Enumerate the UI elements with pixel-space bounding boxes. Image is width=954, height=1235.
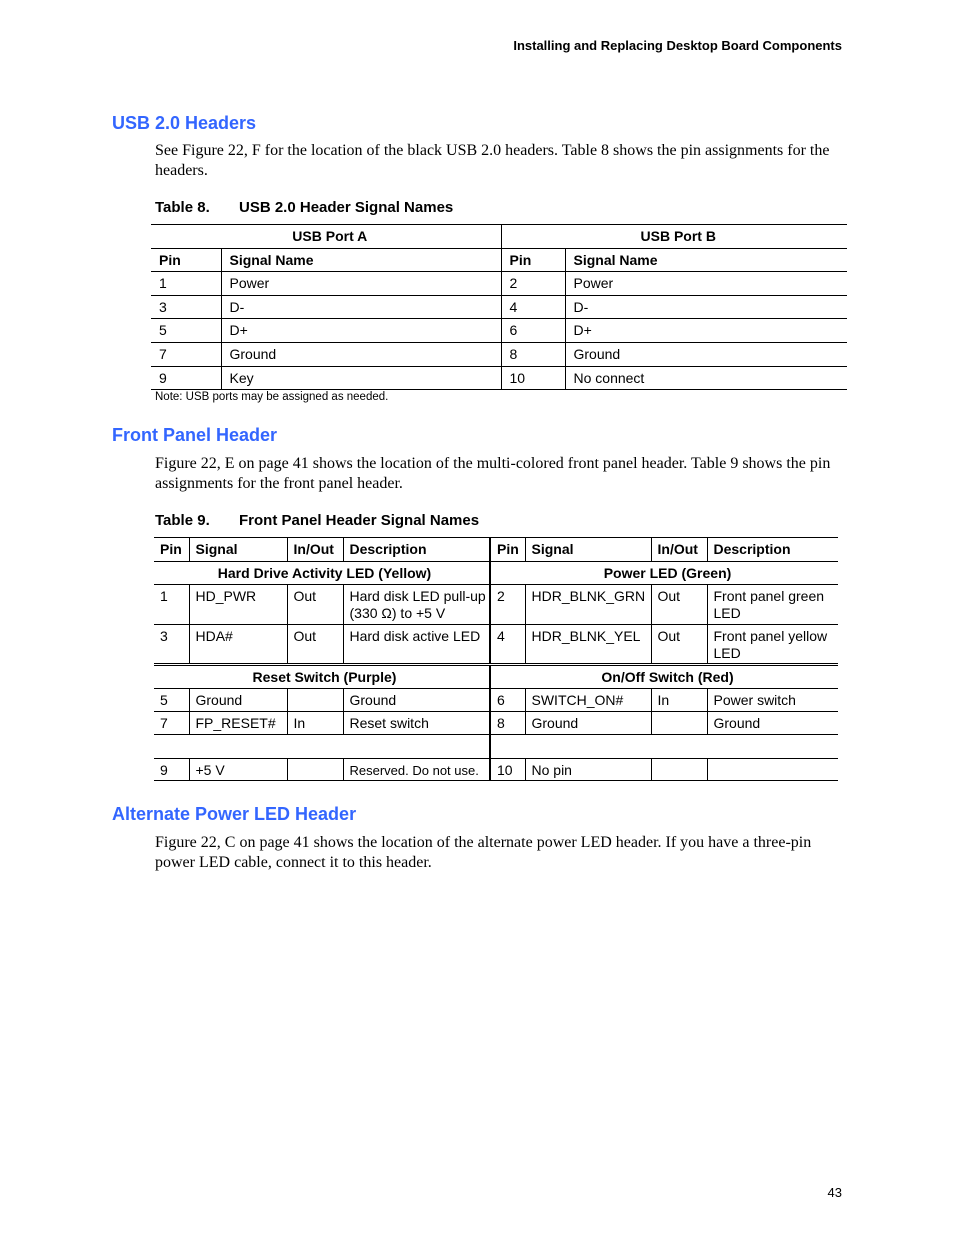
description-cell: Reserved. Do not use. [343,759,490,781]
pin-cell: 4 [490,625,525,665]
pin-cell: 10 [501,366,565,390]
table-row [154,759,838,781]
table-row [154,712,838,735]
col-signal: Signal [525,538,651,562]
description-cell: Hard disk active LED [343,625,490,665]
col-pin-b: Pin [501,248,565,272]
table-row [151,342,847,366]
signal-cell: D+ [221,319,501,343]
pin-cell: 2 [501,272,565,296]
signal-cell: HDR_BLNK_YEL [525,625,651,665]
signal-cell: Ground [189,689,287,712]
pin-cell: 4 [501,295,565,319]
pin-cell: 8 [501,342,565,366]
description-cell: Ground [343,689,490,712]
signal-cell: Ground [525,712,651,735]
table-row [154,625,838,665]
alt-power-section-heading: Alternate Power LED Header [112,804,357,824]
table-row [151,366,847,390]
signal-cell: No connect [565,366,847,390]
port-a-header: USB Port A [151,225,501,249]
col-pin: Pin [490,538,525,562]
signal-cell: SWITCH_ON# [525,689,651,712]
inout-cell: Out [287,585,343,625]
inout-cell [651,712,707,735]
table-column-header-row [154,538,838,562]
signal-cell: D+ [565,319,847,343]
table8-number: Table 8. [155,199,210,216]
description-cell: Front panel yellow LED [707,625,838,665]
empty-cell [154,735,490,759]
group-onoff: On/Off Switch (Red) [490,665,838,689]
pin-cell: 9 [151,366,221,390]
signal-cell: Key [221,366,501,390]
pin-cell: 5 [154,689,189,712]
group-reset: Reset Switch (Purple) [154,665,490,689]
spacer-row [154,735,838,759]
pin-cell: 8 [490,712,525,735]
table-header-row [151,225,847,249]
pin-cell: 6 [501,319,565,343]
inout-cell: In [651,689,707,712]
front-panel-paragraph: Figure 22, E on page 41 shows the location of the multi-colored front panel header. Table 9 shows the pin assignments for the front panel header. [155,455,831,492]
pin-cell: 9 [154,759,189,781]
usb-section-heading: USB 2.0 Headers [112,113,257,133]
group-hd-led: Hard Drive Activity LED (Yellow) [154,562,490,585]
pin-cell: 3 [154,625,189,665]
group-row [154,665,838,689]
table-row [154,689,838,712]
signal-cell: FP_RESET# [189,712,287,735]
alt-power-paragraph: Figure 22, C on page 41 shows the location of the alternate power LED header. If you have a three-pin power LED cable, connect it to this header. [155,834,812,871]
front-panel-section-heading: Front Panel Header [112,425,278,445]
signal-cell: Ground [221,342,501,366]
signal-cell: Power [565,272,847,296]
usb-paragraph: See Figure 22, F for the location of the black USB 2.0 headers. Table 8 shows the pin assignments for the headers. [155,142,830,179]
table-row [151,319,847,343]
table9-title: Front Panel Header Signal Names [239,512,480,529]
pin-cell: 10 [490,759,525,781]
table-row [154,585,838,625]
col-description: Description [343,538,490,562]
description-cell: Reset switch [343,712,490,735]
front-panel-table [154,537,838,781]
col-description: Description [707,538,838,562]
inout-cell [287,689,343,712]
table9-number: Table 9. [155,512,210,529]
inout-cell: In [287,712,343,735]
pin-cell: 5 [151,319,221,343]
signal-cell: HDR_BLNK_GRN [525,585,651,625]
group-power-led: Power LED (Green) [490,562,838,585]
table-row [151,272,847,296]
signal-cell: HD_PWR [189,585,287,625]
inout-cell: Out [287,625,343,665]
pin-cell: 1 [154,585,189,625]
col-pin: Pin [154,538,189,562]
port-b-header: USB Port B [501,225,847,249]
inout-cell: Out [651,585,707,625]
table8-caption [155,199,453,216]
signal-cell: No pin [525,759,651,781]
description-cell: Hard disk LED pull-up (330 Ω) to +5 V [343,585,490,625]
table8-title: USB 2.0 Header Signal Names [239,199,454,216]
inout-cell [287,759,343,781]
running-header: Installing and Replacing Desktop Board Components [513,38,842,53]
col-signal: Signal [189,538,287,562]
table8-note: Note: USB ports may be assigned as needed. [155,391,389,403]
signal-cell: Power [221,272,501,296]
group-row [154,562,838,585]
signal-cell: D- [565,295,847,319]
signal-cell: Ground [565,342,847,366]
empty-cell [490,735,838,759]
pin-cell: 3 [151,295,221,319]
description-cell [707,759,838,781]
description-cell: Power switch [707,689,838,712]
col-inout: In/Out [287,538,343,562]
description-cell: Front panel green LED [707,585,838,625]
inout-cell: Out [651,625,707,665]
col-inout: In/Out [651,538,707,562]
col-pin-a: Pin [151,248,221,272]
signal-cell: HDA# [189,625,287,665]
page-number: 43 [827,1185,842,1200]
usb-header-table [151,224,847,390]
pin-cell: 7 [151,342,221,366]
pin-cell: 7 [154,712,189,735]
table-column-header-row [151,248,847,272]
signal-cell: +5 V [189,759,287,781]
inout-cell [651,759,707,781]
pin-cell: 2 [490,585,525,625]
description-cell: Ground [707,712,838,735]
pin-cell: 1 [151,272,221,296]
col-signal-b: Signal Name [565,248,847,272]
col-signal-a: Signal Name [221,248,501,272]
table-row [151,295,847,319]
pin-cell: 6 [490,689,525,712]
table9-caption [155,512,479,529]
signal-cell: D- [221,295,501,319]
